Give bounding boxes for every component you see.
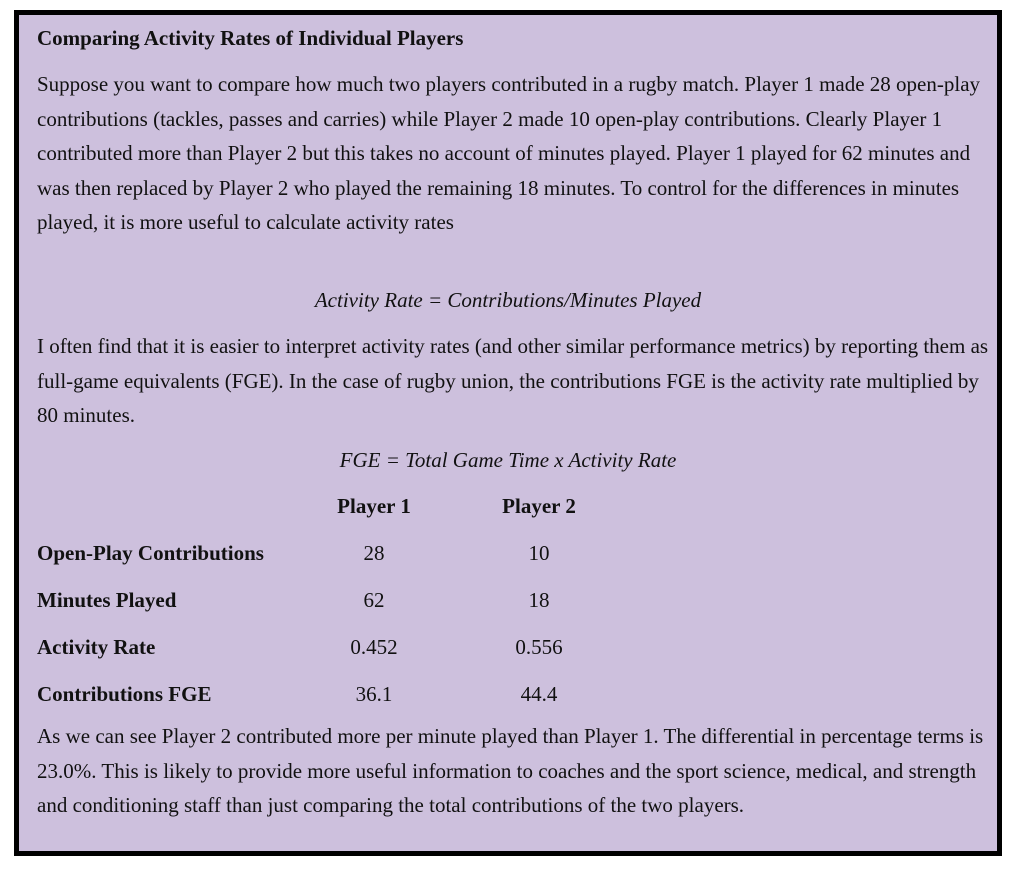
info-box	[14, 10, 1002, 856]
fge-paragraph: I often find that it is easier to interpret activity rates (and other similar performance metrics) by reporting them as full-game equivalents (FGE). In the case of rugby union, the contributions FGE is the activity rate multiplied by 80 minutes.	[37, 334, 989, 427]
table-header-player-2: Player 2	[502, 494, 576, 518]
table-cell: 18	[528, 588, 550, 612]
table-cell: 62	[363, 588, 385, 612]
intro-paragraph: Suppose you want to compare how much two players contributed in a rugby match. Player 1 made 28 open-play contributions (tackles, passes and carries) while Player 2 made 10 open-play contributions. Clearly Player 1 contributed more than Player 2 but this takes no account of minutes played. Player 1 played for 62 minutes and was then replaced by Player 2 who played the remaining 18 minutes. To control for the differences in minutes played, it is more useful to calculate activity rates	[37, 72, 981, 234]
table-cell: 0.556	[515, 635, 563, 659]
table-cell: 0.452	[350, 635, 398, 659]
row-label-open-play-contributions: Open-Play Contributions	[37, 541, 264, 565]
row-label-activity-rate: Activity Rate	[37, 635, 156, 659]
fge-formula: FGE = Total Game Time x Activity Rate	[339, 448, 677, 472]
box-title: Comparing Activity Rates of Individual Players	[37, 26, 464, 50]
table-header-player-1: Player 1	[337, 494, 411, 518]
table-cell: 44.4	[520, 682, 558, 706]
table-cell: 36.1	[355, 682, 393, 706]
activity-rate-formula: Activity Rate = Contributions/Minutes Played	[314, 288, 702, 312]
row-label-contributions-fge: Contributions FGE	[37, 682, 212, 706]
table-cell: 10	[528, 541, 550, 565]
conclusion-paragraph: As we can see Player 2 contributed more per minute played than Player 1. The differential in percentage terms is 23.0%. This is likely to provide more useful information to coaches and the sport science, medical, and strength and conditioning staff than just comparing the total contributions of the two players.	[37, 724, 984, 817]
table-cell: 28	[363, 541, 385, 565]
row-label-minutes-played: Minutes Played	[37, 588, 177, 612]
